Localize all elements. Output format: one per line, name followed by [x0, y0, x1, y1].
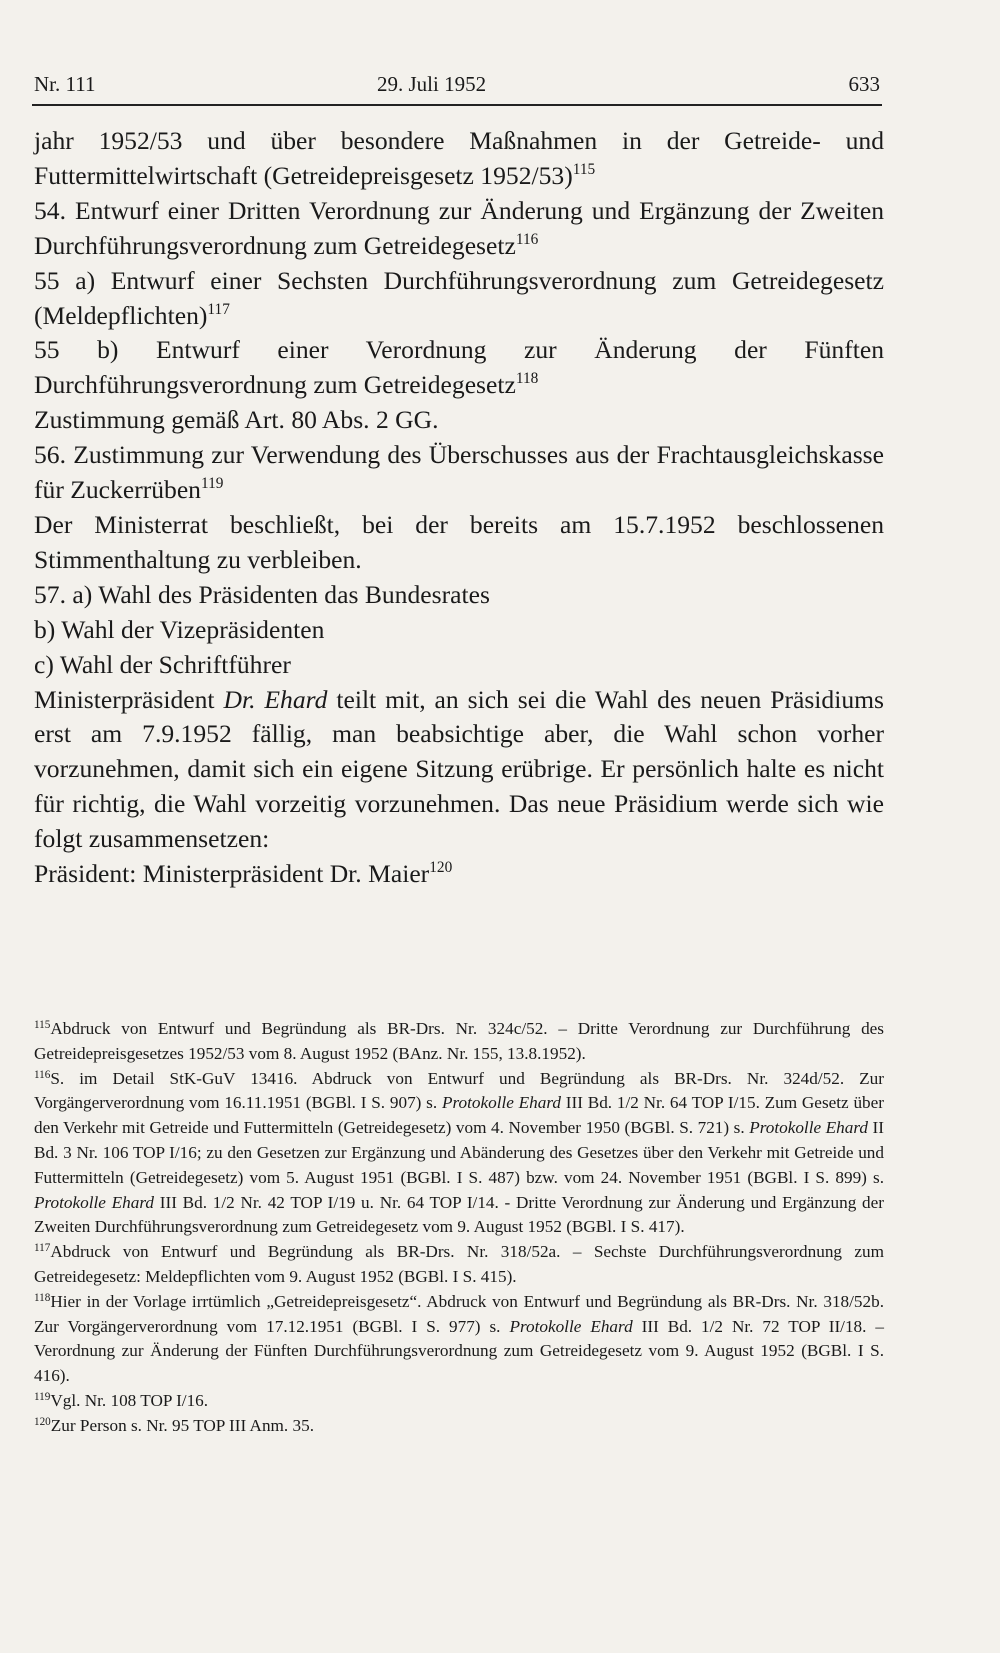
- footnote-ref: 116: [515, 230, 539, 248]
- decision-text: Der Ministerrat beschließt, bei der bereits am 15.7.1952 beschlossenen Stimmenthaltung zu verbleiben.: [34, 509, 884, 574]
- page-number: 633: [848, 72, 880, 96]
- footnote-ref: 115: [572, 160, 596, 178]
- agenda-item-57b: b) Wahl der Vizepräsidenten: [34, 614, 325, 644]
- agenda-item-54: 54. Entwurf einer Dritten Verordnung zur Änderung und Ergänzung der Zweiten Durchführungsverordnung zum Getreidegesetz$^{116}$: [34, 195, 884, 260]
- running-header: [32, 64, 882, 106]
- footnotes: [34, 1017, 884, 1439]
- agenda-item-57a: 57. a) Wahl des Präsidenten das Bundesrates: [34, 579, 490, 609]
- header-date: 29. Juli 1952: [377, 72, 487, 96]
- president-line: Präsident: Ministerpräsident Dr. Maier$^{120}$: [34, 859, 453, 889]
- speaker-name: Dr. Ehard: [223, 684, 328, 714]
- footnote-120: $^{120}$Zur Person s. Nr. 95 TOP III Anm. 35.: [34, 1415, 314, 1435]
- footnote-ref: 118: [515, 370, 539, 388]
- agenda-item-56: 56. Zustimmung zur Verwendung des Überschusses aus der Frachtausgleichskasse für Zuckerrüben$^{119}$: [34, 440, 884, 505]
- agenda-item-55b: 55 b) Entwurf einer Verordnung zur Änderung der Fünften Durchführungsverordnung zum Getreidegesetz$^{118}$: [34, 335, 884, 400]
- footnote-115: $^{115}$Abdruck von Entwurf und Begründung als BR-Drs. Nr. 324c/52. – Dritte Verordnung zur Durchführung des Getreidepreisgesetzes 1952/53 vom 8. August 1952 (BAnz. Nr. 155, 13.8.1952).: [34, 1018, 884, 1063]
- footnote-116: $^{116}$S. im Detail StK-GuV 13416. Abdruck von Entwurf und Begründung als BR-Drs. Nr. 324d/52. Zur Vorgängerverordnung vom 16.11.1951 (BGBl. I S. 907) s. Protokolle Ehard III Bd. 1/2 Nr. 64 TOP I/15. Zum Gesetz über den Verkehr mit Getreide und Futtermitteln (Getreidegesetz) vom 4. November 1950 (BGBl. S. 721) s. Protokolle Ehard II Bd. 3 Nr. 106 TOP I/16; zu den Gesetzen zur Ergänzung und Abänderung des Gesetzes über den Verkehr mit Getreide und Futtermitteln (Getreidegesetz) vom 5. August 1951 (BGBl. I S. 487) bzw. vom 24. November 1951 (BGBl. I S. 899) s. Protokolle Ehard III Bd. 1/2 Nr. 42 TOP I/19 u. Nr. 64 TOP I/14. - Dritte Verordnung zur Änderung und Ergänzung der Zweiten Durchführungsverordnung zum Getreidegesetz vom 9. August 1952 (BGBl. I S. 417).: [34, 1068, 884, 1237]
- document-number: Nr. 111: [34, 72, 96, 96]
- footnote-ref: 120: [429, 859, 453, 877]
- footnote-117: $^{117}$Abdruck von Entwurf und Begründung als BR-Drs. Nr. 318/52a. – Sechste Durchführungsverordnung zum Getreidegesetz: Meldepflichten vom 9. August 1952 (BGBl. I S. 415).: [34, 1242, 884, 1286]
- footnote-119: $^{119}$Vgl. Nr. 108 TOP I/16.: [34, 1390, 209, 1410]
- agenda-item-57c: c) Wahl der Schriftführer: [34, 649, 291, 679]
- agenda-item-55a: 55 a) Entwurf einer Sechsten Durchführungsverordnung zum Getreidegesetz (Meldepflichten)$^{117}$: [34, 265, 884, 330]
- footnote-ref: 117: [207, 300, 230, 318]
- footnote-ref: 119: [200, 475, 224, 493]
- discussion-paragraph: Ministerpräsident Dr. Ehard teilt mit, an sich sei die Wahl des neuen Präsidiums erst am 7.9.1952 fällig, man beabsichtige aber, die Wahl schon vorher vorzunehmen, damit sich ein eigene Sitzung erübrige. Er persönlich halte es nicht für richtig, die Wahl vorzeitig vorzunehmen. Das neue Präsidium werde sich wie folgt zusammensetzen:: [34, 684, 884, 854]
- footnote-118: $^{118}$Hier in der Vorlage irrtümlich „Getreidepreisgesetz“. Abdruck von Entwurf und Begründung als BR-Drs. Nr. 318/52b. Zur Vorgängerverordnung vom 17.12.1951 (BGBl. I S. 977) s. Protokolle Ehard III Bd. 1/2 Nr. 72 TOP II/18. – Verordnung zur Änderung der Fünften Durchführungsverordnung zum Getreidegesetz vom 9. August 1952 (BGBl. I S. 416).: [34, 1291, 884, 1386]
- main-text: [34, 124, 884, 892]
- agenda-item-53-continuation: jahr 1952/53 und über besondere Maßnahmen in der Getreide- und Futtermittelwirtschaft (Getreidepreisgesetz 1952/53)$^{115}$: [34, 126, 884, 190]
- decision-text: Zustimmung gemäß Art. 80 Abs. 2 GG.: [34, 405, 439, 435]
